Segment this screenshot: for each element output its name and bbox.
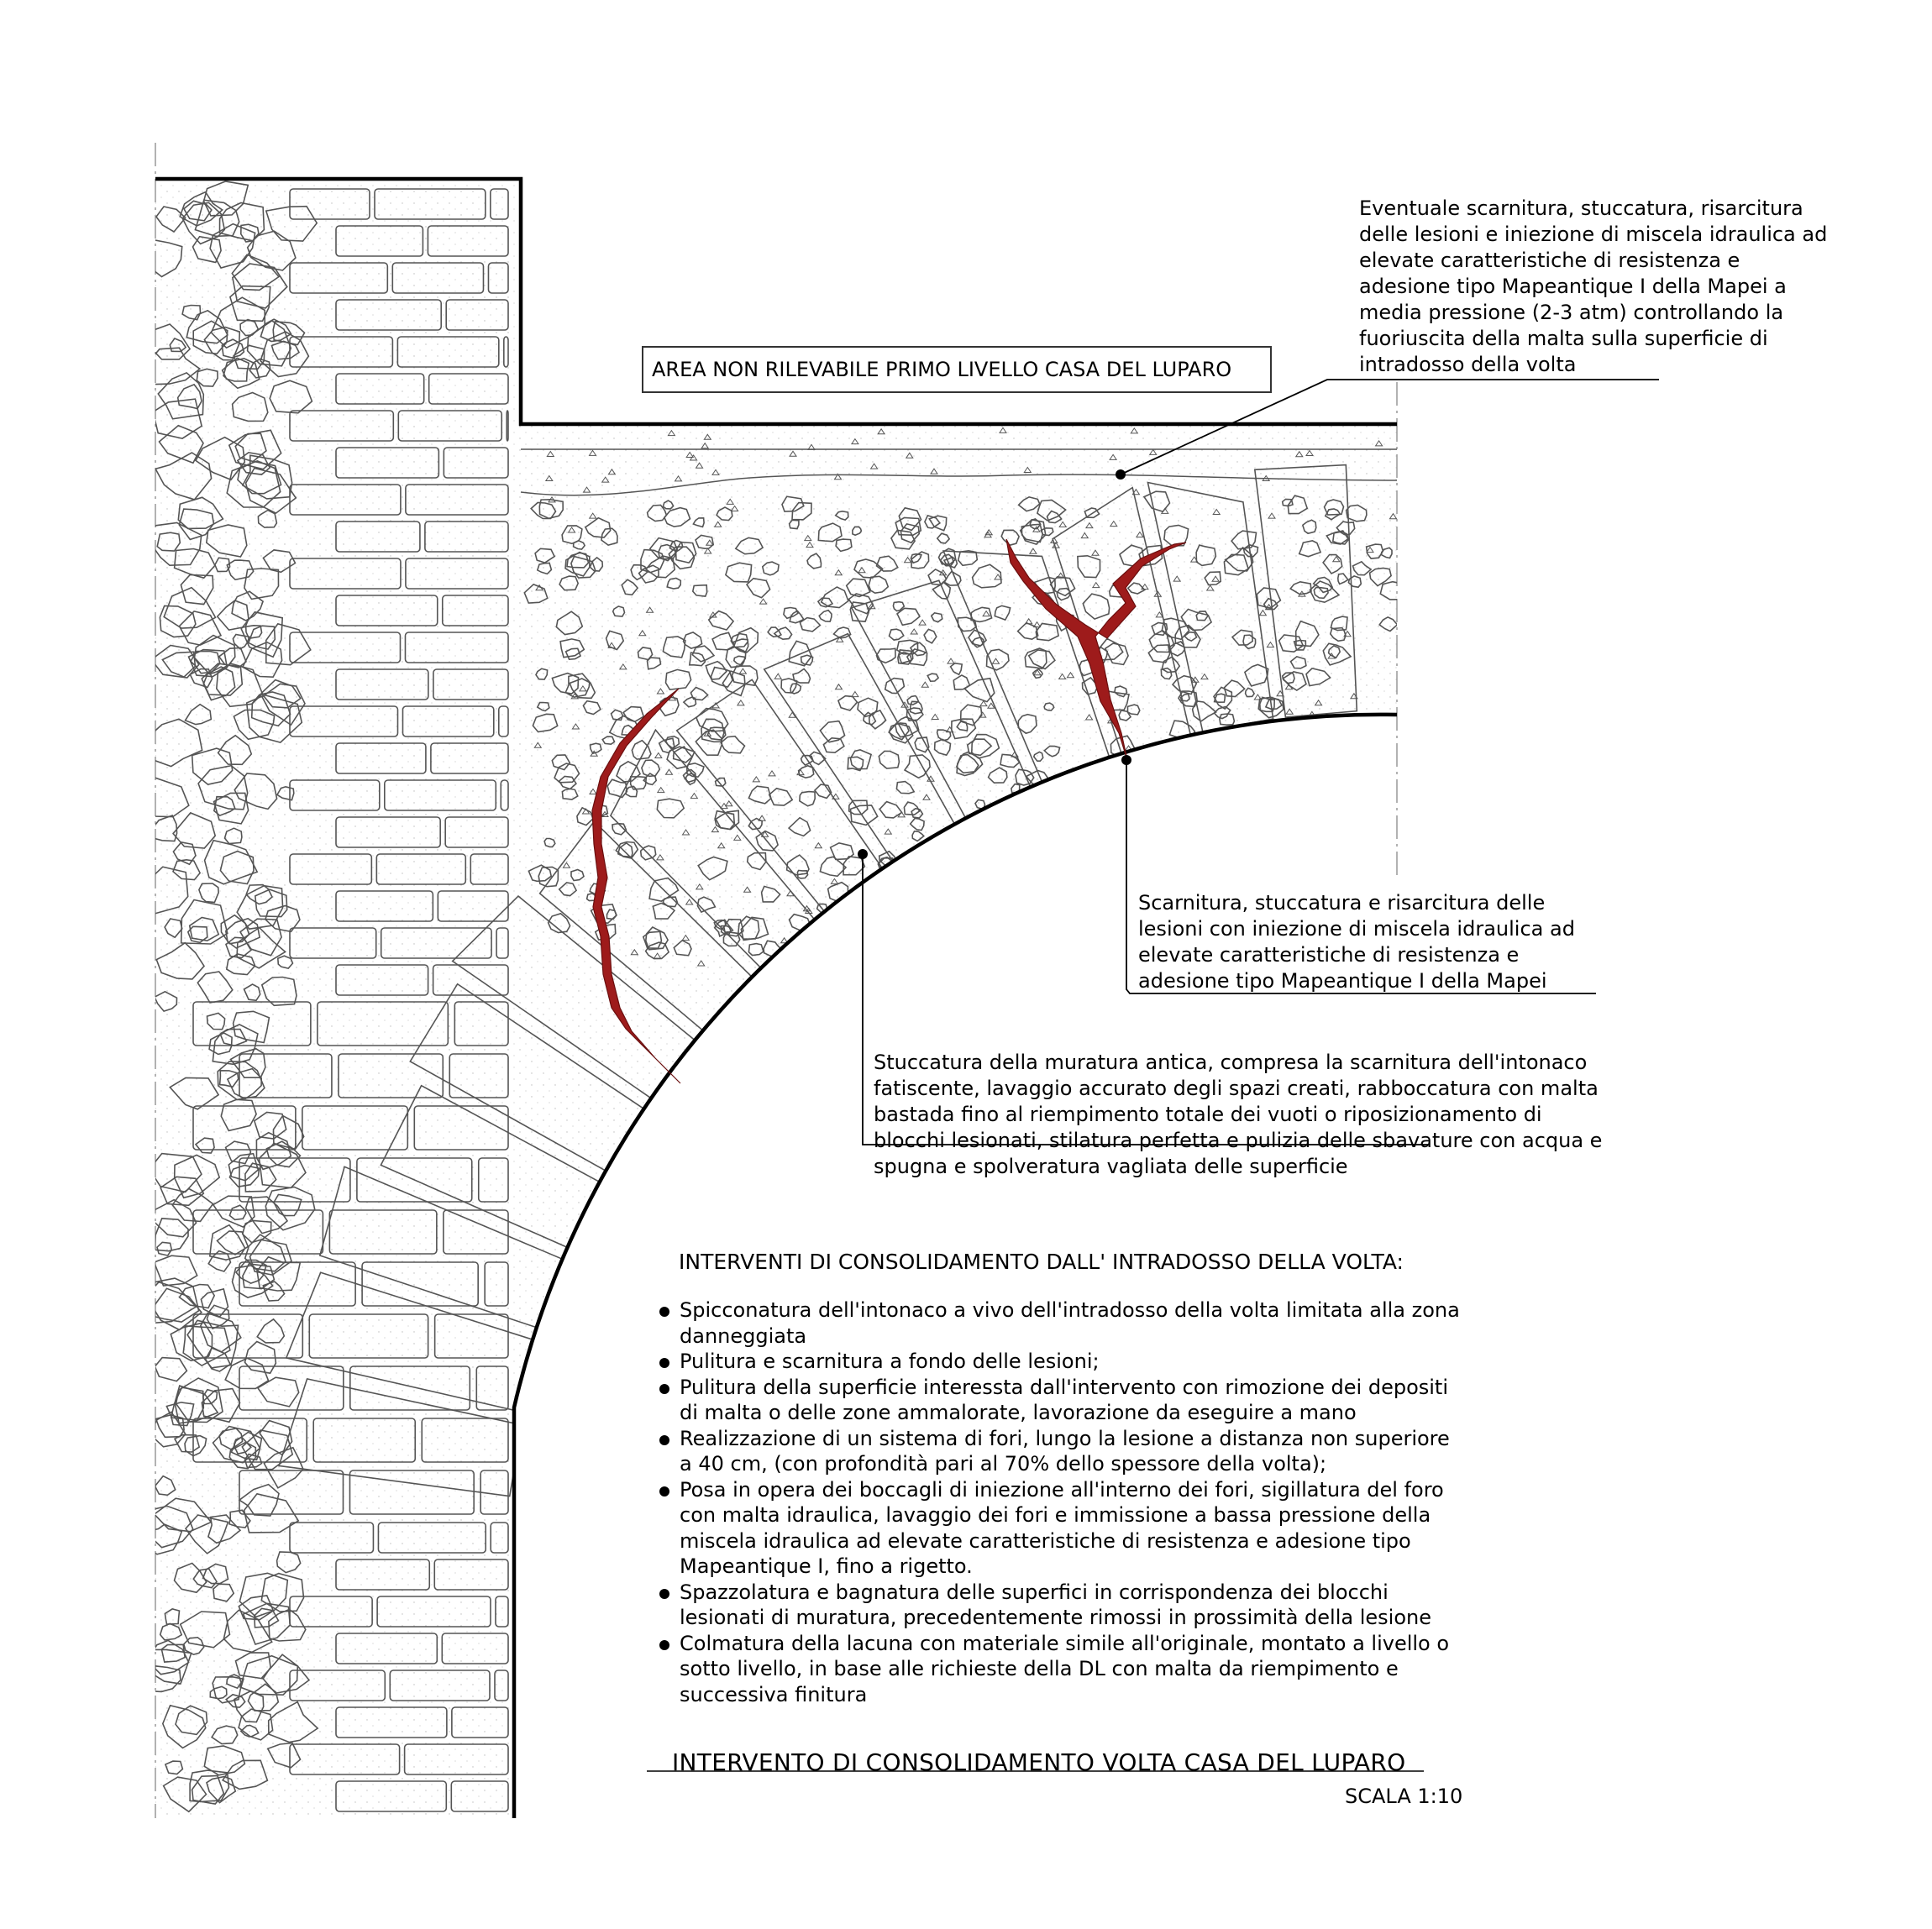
stone: [1107, 899, 1114, 904]
area-not-surveyed-label: AREA NON RILEVABILE PRIMO LIVELLO CASA DEL LUPARO: [642, 346, 1272, 393]
stone: [1159, 866, 1166, 871]
list-item: Pulitura della superficie interessta dall'intervento con rimozione dei depositi di malta o delle zone ammalorate, lavorazione da eseguire a mano: [658, 1375, 1464, 1426]
stone: [1181, 824, 1188, 829]
stone: [1331, 847, 1337, 852]
stone: [1365, 848, 1372, 853]
stone: [1168, 805, 1175, 810]
stone: [1104, 846, 1110, 851]
stone: [1195, 871, 1202, 876]
stone: [865, 902, 872, 907]
stone: [1032, 883, 1038, 888]
stone: [1099, 887, 1105, 892]
stone: [1277, 836, 1284, 841]
stone: [1318, 808, 1325, 813]
stone: [1044, 847, 1051, 852]
stone: [1321, 790, 1328, 795]
drawing-title: INTERVENTO DI CONSOLIDAMENTO VOLTA CASA DEL LUPARO: [672, 1748, 1406, 1776]
stone: [1346, 721, 1352, 726]
stone: [1305, 819, 1311, 824]
interventions-title: INTERVENTI DI CONSOLIDAMENTO DALL' INTRADOSSO DELLA VOLTA:: [679, 1250, 1404, 1274]
stone: [999, 885, 1005, 890]
stone: [1005, 891, 1012, 896]
interventions-list: [658, 1297, 1464, 1707]
list-item: Spicconatura dell'intonaco a vivo dell'intradosso della volta limitata alla zona danneggiata: [658, 1297, 1464, 1349]
stone: [1304, 846, 1310, 851]
stone: [846, 937, 853, 942]
note-top-right: Eventuale scarnitura, stuccatura, risarcitura delle lesioni e iniezione di miscela idraulica ad elevate caratteristiche di resistenza e adesione tipo Mapeantique I della Mapei a media pressione (2-3 atm) controllando la fuoriuscita della malta sulla superficie di intradosso della volta: [1359, 197, 1828, 376]
list-item: Posa in opera dei boccagli di iniezione all'interno dei fori, sigillatura del foro con malta idraulica, lavaggio dei fori e immissione a bassa pressione della miscela idraulica ad elevate caratteristiche di resistenza e adesione tipo Mapeantique I, fino a rigetto.: [658, 1477, 1464, 1580]
stone: [1297, 853, 1304, 858]
stone: [1254, 880, 1261, 885]
stone: [830, 965, 837, 970]
list-item: Spazzolatura e bagnatura delle superfici in corrispondenza dei blocchi lesionati di muratura, precedentemente rimossi in prossimità della lesione: [658, 1580, 1464, 1631]
stone: [1030, 890, 1037, 895]
stone: [933, 837, 940, 842]
drawing-scale: SCALA 1:10: [1345, 1785, 1463, 1808]
stone: [1044, 888, 1051, 893]
stone: [1001, 961, 1008, 966]
stone: [811, 927, 817, 932]
stone: [1331, 727, 1337, 732]
stone: [899, 963, 906, 968]
stone: [1331, 799, 1337, 804]
list-item: Realizzazione di un sistema di fori, lungo la lesione a distanza non superiore a 40 cm, (con profondità pari al 70% dello spessore della volta);: [658, 1426, 1464, 1477]
note-middle-right: Scarnitura, stuccatura e risarcitura delle lesioni con iniezione di miscela idraulica ad elevate caratteristiche di resistenza e adesione tipo Mapeantique I della Mapei: [1138, 891, 1575, 993]
stone: [994, 815, 1000, 820]
stone: [1284, 778, 1291, 784]
note-center: Stuccatura della muratura antica, compresa la scarnitura dell'intonaco fatiscente, lavaggio accurato degli spazi creati, rabboccatura con malta bastada fino al riempimento totale dei vuoti o riposizionamento di blocchi lesionati, stilatura perfetta e pulizia delle sbavature con acqua e spugna e spolveratura vagliata delle superficie: [874, 1051, 1603, 1178]
stone: [1355, 737, 1362, 742]
stone: [1152, 868, 1158, 873]
stone: [1356, 797, 1362, 802]
stone: [971, 828, 978, 833]
list-item: Pulitura e scarnitura a fondo delle lesioni;: [658, 1349, 1464, 1375]
stone: [1357, 808, 1363, 813]
stone: [1289, 775, 1296, 780]
list-item: Colmatura della lacuna con materiale simile all'originale, montato a livello o sotto livello, in base alle richieste della DL con malta da riempimento e successiva finitura: [658, 1631, 1464, 1708]
stone: [979, 961, 985, 966]
